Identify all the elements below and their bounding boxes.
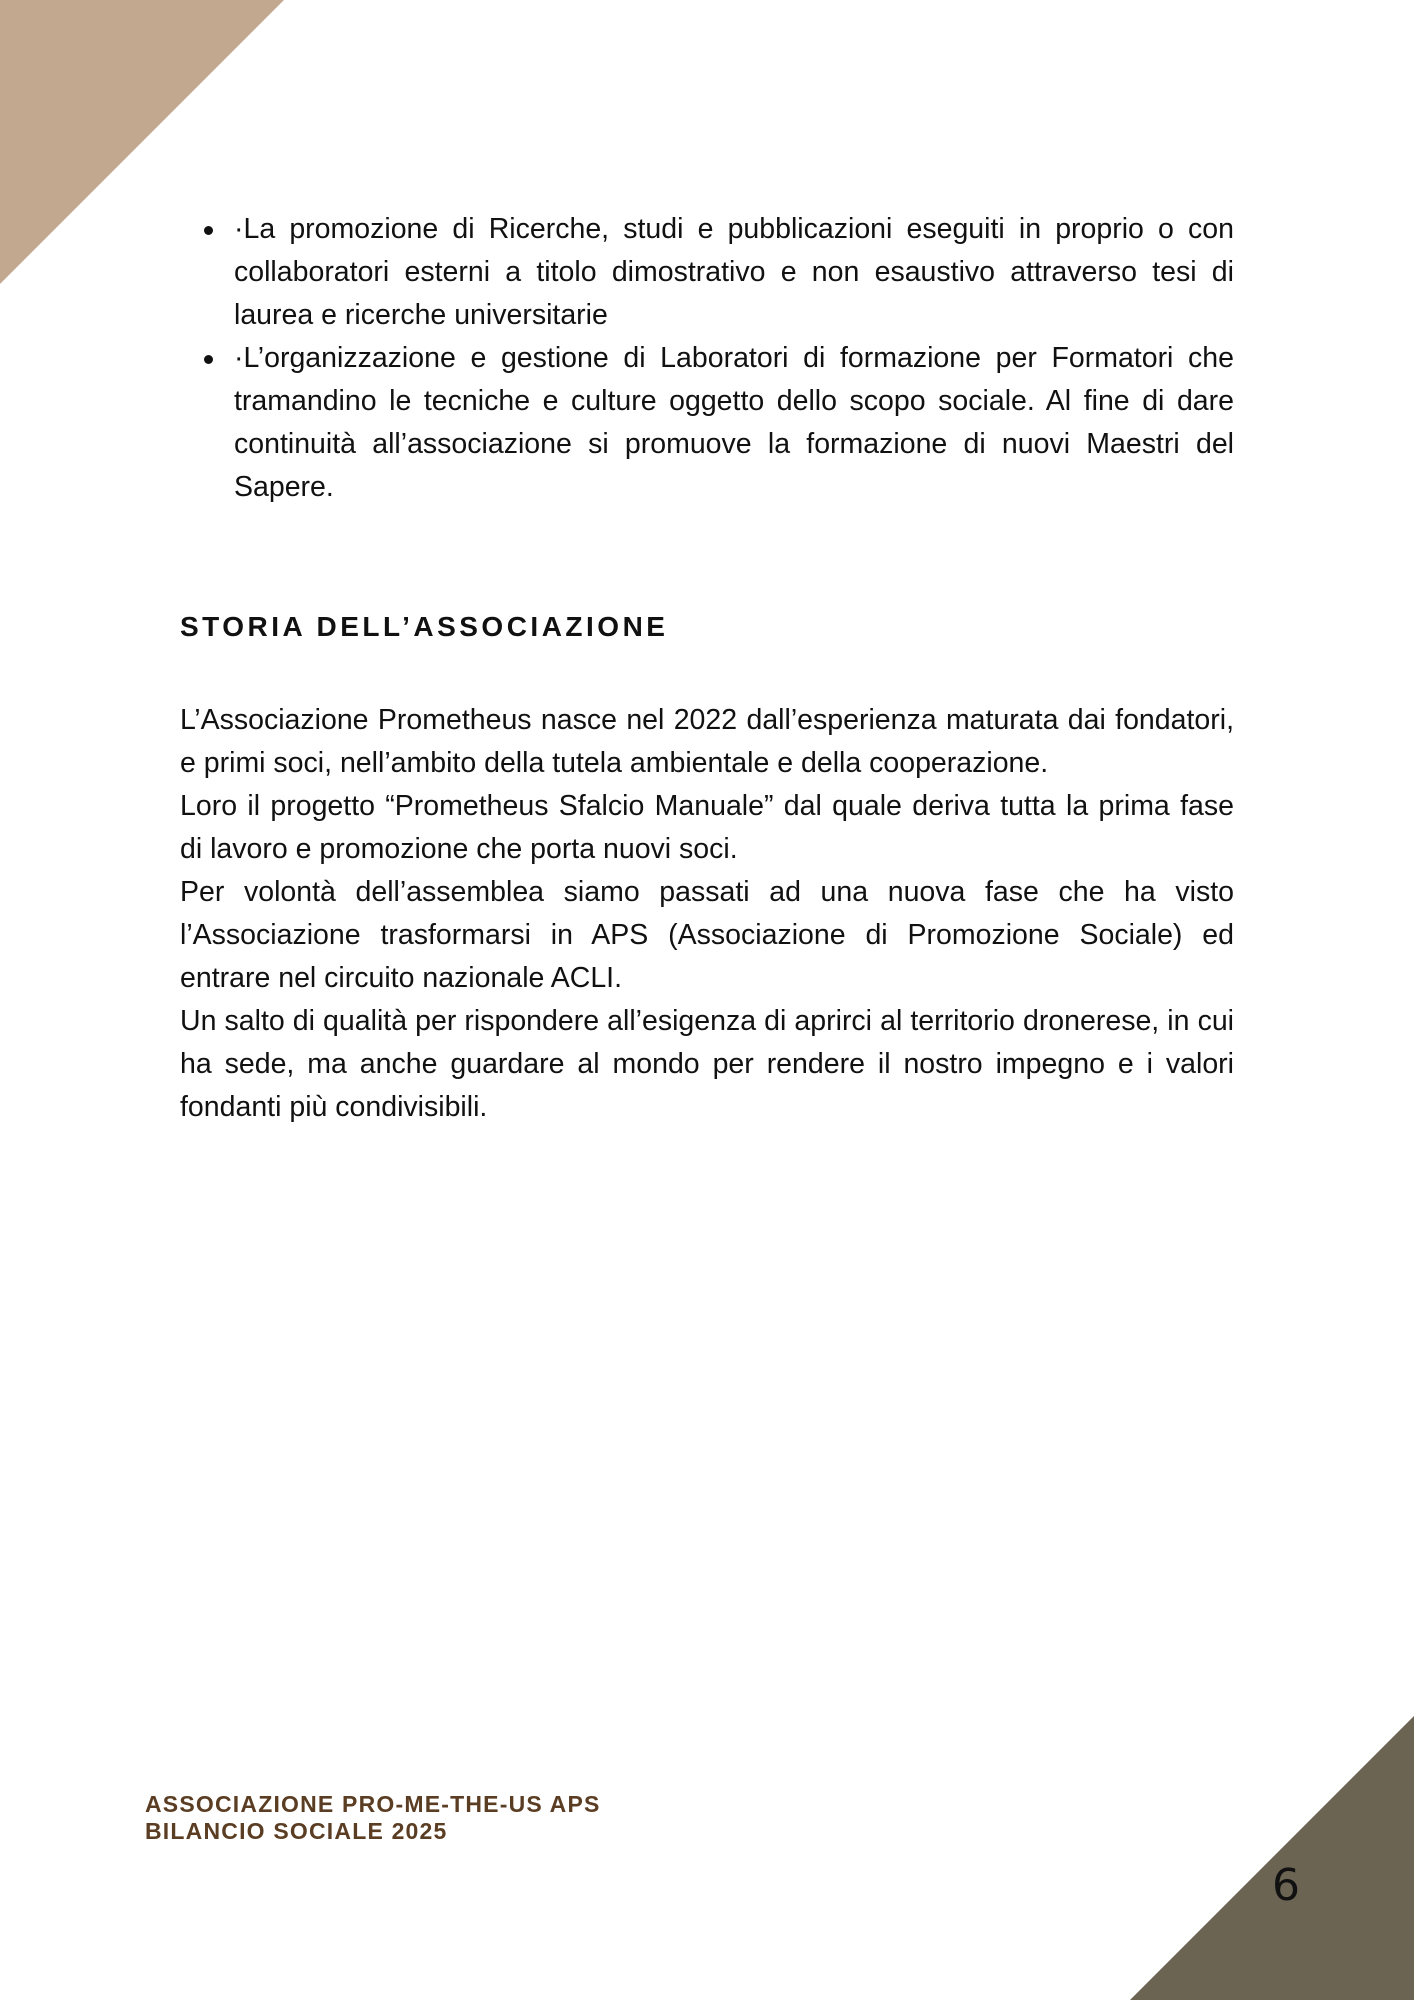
paragraph: Per volontà dell’assemblea siamo passati ad una nuova fase che ha visto l’Associazione trasformarsi in APS (Associazione di Promozione Sociale) ed entrare nel circuito nazionale ACLI. [180, 876, 1234, 994]
page-content [180, 208, 1234, 1129]
section-title: STORIA DELL’ASSOCIAZIONE [180, 611, 669, 642]
footer-organization: ASSOCIAZIONE PRO-ME-THE-US APS [145, 1791, 601, 1817]
paragraph: Loro il progetto “Prometheus Sfalcio Manuale” dal quale deriva tutta la prima fase di lavoro e promozione che porta nuovi soci. [180, 790, 1234, 865]
footer [145, 1791, 601, 1845]
history-text [180, 699, 1234, 1129]
footer-document-title: BILANCIO SOCIALE 2025 [145, 1818, 448, 1844]
paragraph: Un salto di qualità per rispondere all’esigenza di aprirci al territorio dronerese, in cui ha sede, ma anche guardare al mondo per rendere il nostro impegno e i valori fondanti più condivisibili. [180, 1005, 1234, 1123]
list-item: ·L’organizzazione e gestione di Laboratori di formazione per Formatori che tramandino le tecniche e culture oggetto dello scopo sociale. Al fine di dare continuità all’associazione si promuove la formazione di nuovi Maestri del Sapere. [234, 337, 1234, 509]
list-item: ·La promozione di Ricerche, studi e pubblicazioni eseguiti in proprio o con collaboratori esterni a titolo dimostrativo e non esaustivo attraverso tesi di laurea e ricerche universitarie [234, 208, 1234, 337]
corner-decoration-bottom-right [1130, 1716, 1414, 2000]
objectives-list [180, 208, 1234, 509]
page-number: 6 [1272, 1860, 1300, 1911]
paragraph: L’Associazione Prometheus nasce nel 2022 dall’esperienza maturata dai fondatori, e primi soci, nell’ambito della tutela ambientale e della cooperazione. [180, 704, 1234, 779]
